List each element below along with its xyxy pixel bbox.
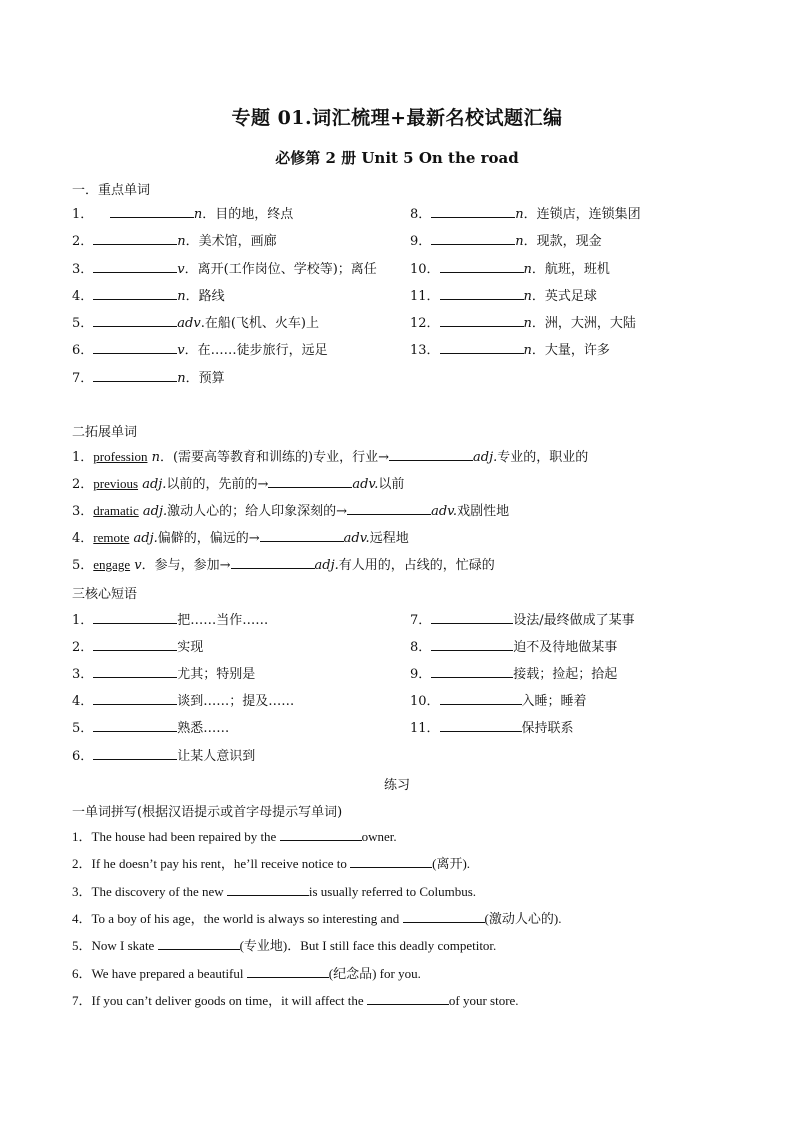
- derivation-item: 1．profession n．(需要高等教育和训练的)专业，行业→ adj.专业的，职业的: [72, 449, 589, 465]
- answer-blank[interactable]: [431, 205, 515, 218]
- answer-blank[interactable]: [93, 314, 177, 327]
- answer-blank[interactable]: [158, 937, 240, 950]
- practice-label: 练习: [383, 778, 410, 793]
- exercise-item: 6．We have prepared a beautiful (纪念品) for you.: [72, 966, 421, 981]
- answer-blank[interactable]: [93, 719, 177, 732]
- vocab-item: 8． n．连锁店，连锁集团: [410, 207, 641, 222]
- vocab-item: 5． adv.在船(飞机、火车)上: [72, 316, 319, 331]
- phrase-item: 3． 尤其；特别是: [72, 667, 256, 682]
- vocab-item: 7． n．预算: [72, 371, 225, 386]
- answer-blank[interactable]: [440, 314, 524, 327]
- answer-blank[interactable]: [260, 529, 344, 542]
- answer-blank[interactable]: [367, 992, 449, 1005]
- vocab-item: 11． n．英式足球: [410, 289, 597, 304]
- vocab-item: 10． n．航班，班机: [410, 262, 610, 277]
- answer-blank[interactable]: [440, 341, 524, 354]
- answer-blank[interactable]: [280, 828, 362, 841]
- answer-blank[interactable]: [431, 232, 515, 245]
- answer-blank[interactable]: [347, 502, 431, 515]
- document-title: 专题 01.词汇梳理+最新名校试题汇编: [231, 107, 563, 129]
- answer-blank[interactable]: [440, 692, 522, 705]
- exercise-item: 5．Now I skate (专业地)．But I still face this deadly competitor.: [72, 938, 497, 953]
- vocab-item: 4． n．路线: [72, 289, 225, 304]
- answer-blank[interactable]: [93, 287, 177, 300]
- section-extended-words-heading: 二拓展单词: [72, 425, 138, 440]
- vocab-item: 2． n．美术馆，画廊: [72, 234, 277, 249]
- answer-blank[interactable]: [431, 638, 513, 651]
- section-core-phrases-heading: 三核心短语: [72, 587, 138, 602]
- section-spelling-heading: 一单词拼写(根据汉语提示或首字母提示写单词): [72, 805, 343, 820]
- vocab-item: 6． v．在……徒步旅行，远足: [72, 343, 328, 358]
- answer-blank[interactable]: [93, 692, 177, 705]
- answer-blank[interactable]: [93, 638, 177, 651]
- derivation-item: 2．previous adj.以前的，先前的→ adv.以前: [72, 476, 405, 492]
- phrase-item: 11． 保持联系: [410, 721, 574, 736]
- answer-blank[interactable]: [350, 855, 432, 868]
- phrase-item: 6． 让某人意识到: [72, 749, 256, 764]
- document-subtitle: 必修第 2 册 Unit 5 On the road: [275, 149, 519, 167]
- vocab-item: 3． v．离开(工作岗位、学校等)；离任: [72, 262, 377, 277]
- phrase-item: 8． 迫不及待地做某事: [410, 640, 618, 655]
- phrase-item: 10． 入睡；睡着: [410, 694, 587, 709]
- answer-blank[interactable]: [231, 556, 315, 569]
- exercise-item: 1．The house had been repaired by the owner.: [72, 829, 397, 844]
- vocab-item: 13． n．大量，许多: [410, 343, 610, 358]
- exercise-item: 3．The discovery of the new is usually referred to Columbus.: [72, 884, 477, 899]
- exercise-item: 2．If he doesn’t pay his rent，he’ll receive notice to (离开).: [72, 856, 471, 871]
- answer-blank[interactable]: [440, 287, 524, 300]
- answer-blank[interactable]: [93, 611, 177, 624]
- vocab-item: 9． n．现款，现金: [410, 234, 602, 249]
- answer-blank[interactable]: [389, 448, 473, 461]
- answer-blank[interactable]: [440, 260, 524, 273]
- derivation-item: 4．remote adj.偏僻的，偏远的→ adv.远程地: [72, 530, 409, 546]
- phrase-item: 4． 谈到……；提及……: [72, 694, 295, 709]
- exercise-item: 4．To a boy of his age，the world is always so interesting and (激动人心的).: [72, 911, 562, 926]
- answer-blank[interactable]: [431, 665, 513, 678]
- answer-blank[interactable]: [440, 719, 522, 732]
- derivation-item: 5．engage v．参与，参加→ adj.有人用的，占线的，忙碌的: [72, 557, 495, 573]
- derivation-item: 3．dramatic adj.激动人心的；给人印象深刻的→ adv.戏剧性地: [72, 503, 510, 519]
- answer-blank[interactable]: [227, 883, 309, 896]
- answer-blank[interactable]: [93, 232, 177, 245]
- answer-blank[interactable]: [403, 910, 485, 923]
- answer-blank[interactable]: [93, 369, 177, 382]
- section-key-words-heading: 一．重点单词: [72, 183, 151, 198]
- answer-blank[interactable]: [247, 965, 329, 978]
- vocab-item: 1． n．目的地，终点: [72, 207, 294, 222]
- answer-blank[interactable]: [93, 260, 177, 273]
- answer-blank[interactable]: [268, 475, 352, 488]
- phrase-item: 9． 接载；捡起；拾起: [410, 667, 618, 682]
- answer-blank[interactable]: [93, 665, 177, 678]
- answer-blank[interactable]: [93, 747, 177, 760]
- answer-blank[interactable]: [93, 341, 177, 354]
- exercise-item: 7．If you can’t deliver goods on time，it will affect the of your store.: [72, 993, 519, 1008]
- answer-blank[interactable]: [110, 205, 194, 218]
- phrase-item: 1． 把……当作……: [72, 613, 269, 628]
- phrase-item: 2． 实现: [72, 640, 204, 655]
- vocab-item: 12． n．洲，大洲，大陆: [410, 316, 636, 331]
- answer-blank[interactable]: [431, 611, 513, 624]
- phrase-item: 7． 设法/最终做成了某事: [410, 613, 635, 628]
- phrase-item: 5． 熟悉……: [72, 721, 230, 736]
